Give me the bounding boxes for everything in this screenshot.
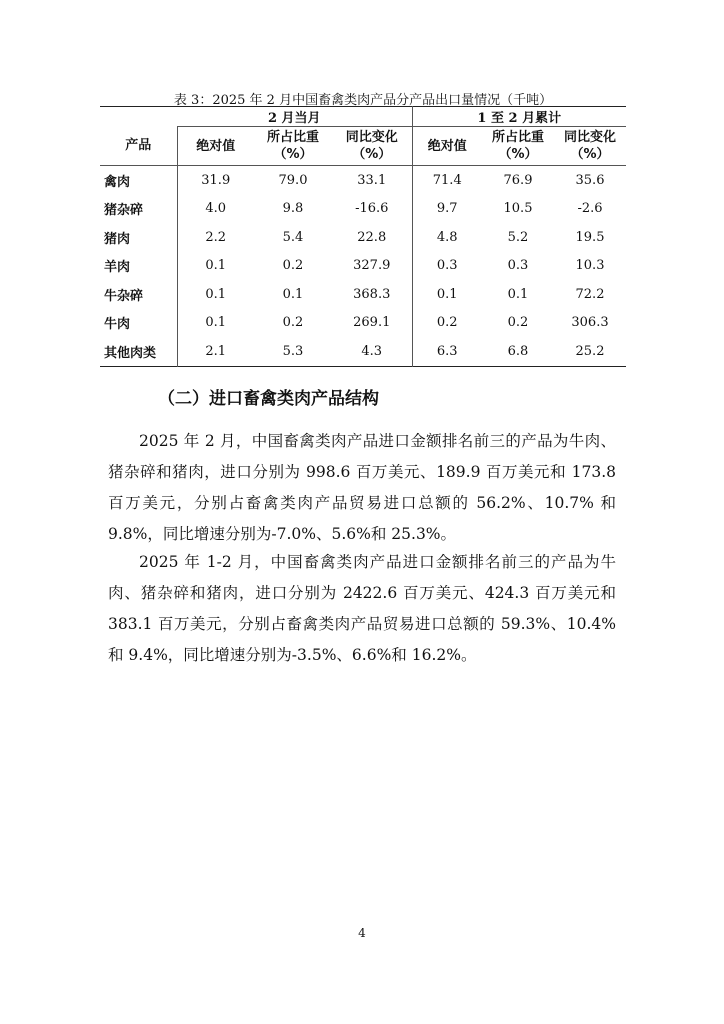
column-header-yoy: 同比变化 （%） [345, 130, 398, 162]
table-row: 禽肉 31.9 79.0 33.1 71.4 76.9 35.6 [100, 166, 626, 195]
table-row: 羊肉 0.1 0.2 327.9 0.3 0.3 10.3 [100, 252, 626, 281]
paragraph-february: 2025 年 2 月，中国畜禽类肉产品进口金额排名前三的产品为牛肉、猪杂碎和猪肉，进口分别为 998.6 百万美元、189.9 百万美元和 173.8 百万美元，分别占畜禽类肉产品贸易进口总额的 56.2%、10.7% 和 9.8%，同比增速分别为-7.0%、5.6%和 25.3%。 [108, 432, 616, 543]
table-row: 猪肉 2.2 5.4 22.8 4.8 5.2 19.5 [100, 223, 626, 252]
column-header-product: 产品 [125, 138, 152, 154]
column-header-abs-value: 绝对值 [177, 127, 254, 166]
table-row: 其他肉类 2.1 5.3 4.3 6.3 6.8 25.2 [100, 337, 626, 366]
group-header-cumulative: 1 至 2 月累计 [412, 107, 626, 127]
table-row: 牛肉 0.1 0.2 269.1 0.2 0.2 306.3 [100, 309, 626, 338]
page-number: 4 [358, 926, 366, 940]
table-row: 猪杂碎 4.0 9.8 -16.6 9.7 10.5 -2.6 [100, 195, 626, 224]
column-header-abs-value: 绝对值 [412, 127, 482, 166]
paragraph-jan-feb: 2025 年 1-2 月，中国畜禽类肉产品进口金额排名前三的产品为牛肉、猪杂碎和猪肉，进口分别为 2422.6 百万美元、424.3 百万美元和 383.1 百万美元，分别占畜禽类肉产品贸易进口总额的 59.3%、10.4% 和 9.4%，同比增速分别为-3.5%、6.6%和 16.2%。 [108, 553, 616, 664]
table-row: 牛杂碎 0.1 0.1 368.3 0.1 0.1 72.2 [100, 280, 626, 309]
export-volume-table [100, 106, 626, 367]
table-column-header-row [100, 127, 626, 166]
section-heading: （二）进口畜禽类肉产品结构 [158, 389, 379, 409]
group-header-month: 2 月当月 [177, 107, 412, 127]
column-header-share: 所占比重 （%） [266, 130, 319, 162]
table-caption: 表 3：2025 年 2 月中国畜禽类肉产品分产品出口量情况（千吨） [173, 93, 553, 108]
column-header-yoy: 同比变化 （%） [563, 130, 616, 162]
table-group-header-row [100, 107, 626, 127]
column-header-share: 所占比重 （%） [491, 130, 544, 162]
